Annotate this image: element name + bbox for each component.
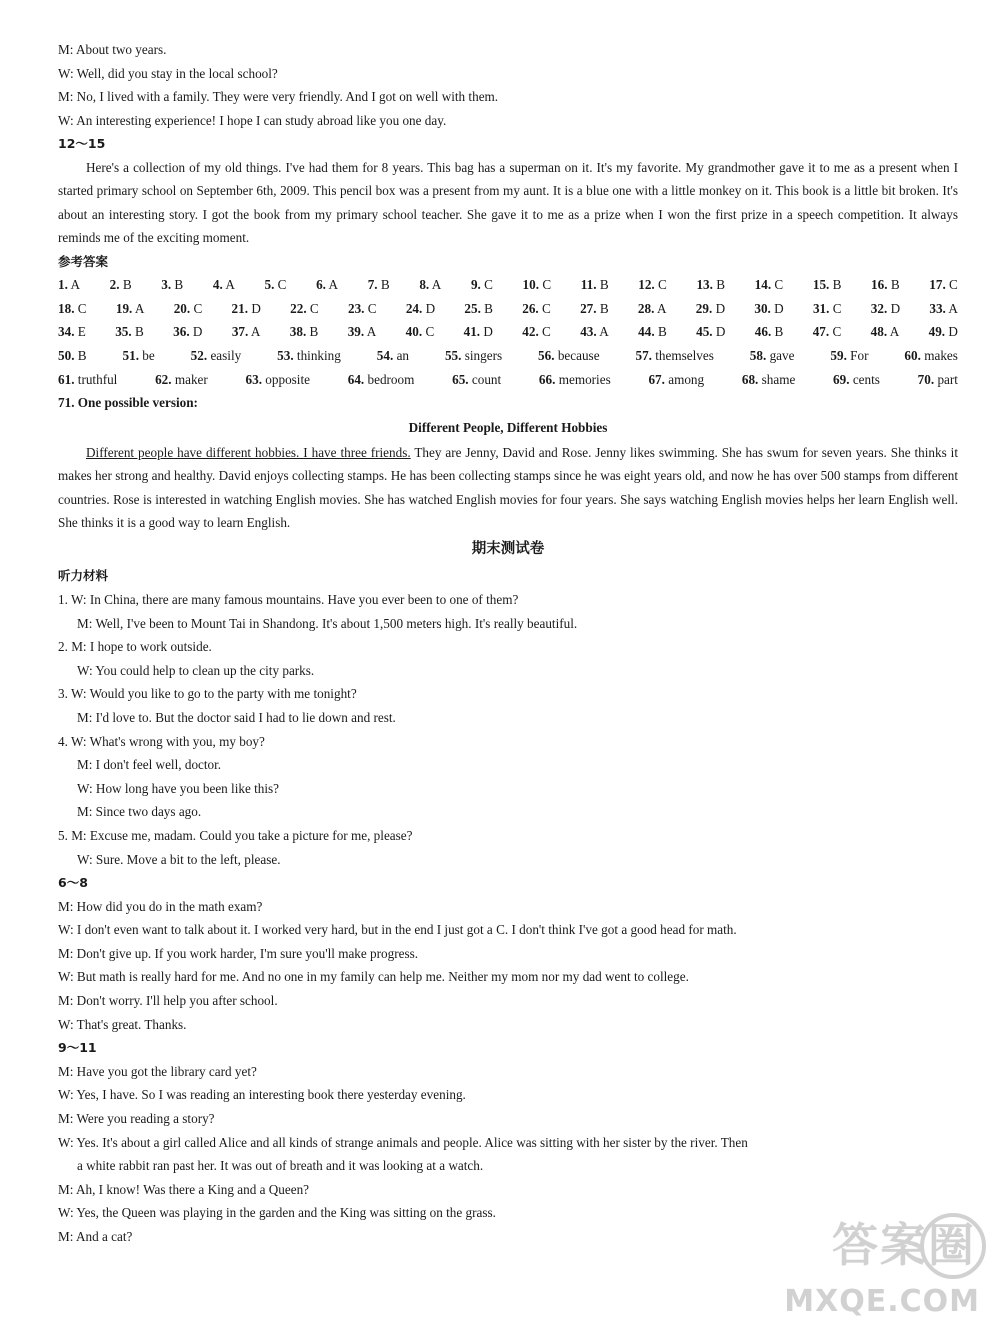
- answer-item: [191, 344, 242, 368]
- answer-value: B: [380, 277, 390, 293]
- answer-grid: [58, 273, 958, 391]
- dialog-line: M: About two years.: [58, 42, 167, 57]
- answer-value: makes: [924, 347, 958, 363]
- answer-value: E: [77, 324, 86, 340]
- answer-value: B: [657, 324, 667, 340]
- answer-number: 67.: [648, 371, 665, 387]
- watermark-logo: [736, 1209, 986, 1319]
- answer-item: [174, 297, 203, 321]
- answer-value: C: [542, 324, 551, 340]
- answer-value: C: [425, 324, 435, 340]
- answer-item: [419, 273, 441, 297]
- answer-item: [696, 273, 725, 297]
- dialog-line: W: Well, did you stay in the local school?: [58, 65, 278, 81]
- answer-item: [58, 320, 86, 344]
- answer-item: [290, 320, 319, 344]
- answer-item: [813, 273, 842, 297]
- answer-value: shame: [761, 371, 796, 387]
- answer-number: 35.: [115, 324, 132, 340]
- answer-number: 26.: [522, 300, 539, 316]
- q5-line: W: Sure. Move a bit to the left, please.: [77, 851, 281, 867]
- answer-number: 57.: [635, 347, 652, 363]
- answer-value: C: [542, 300, 551, 316]
- answer-value: B: [309, 324, 319, 340]
- answer-number: 16.: [871, 277, 888, 293]
- answer-value: C: [658, 277, 667, 293]
- answer-number: 61.: [58, 371, 75, 387]
- answer-number: 56.: [538, 347, 555, 363]
- answer-value: A: [656, 300, 667, 316]
- answer-item: [522, 320, 551, 344]
- answer-item: [696, 320, 725, 344]
- answer-value: singers: [464, 347, 503, 363]
- answer-value: easily: [210, 347, 242, 363]
- answer-number: 66.: [538, 371, 556, 387]
- answer-number: 29.: [695, 300, 713, 316]
- answer-number: 15.: [812, 277, 830, 293]
- answer-value: B: [599, 300, 609, 316]
- answer-number: 25.: [464, 300, 481, 316]
- answer-number: 24.: [405, 300, 423, 316]
- dialog-line: M: And a cat?: [58, 1229, 133, 1244]
- answer-number: 49.: [928, 324, 946, 340]
- dialog-line: M: Have you got the library card yet?: [58, 1063, 257, 1079]
- answer-number: 21.: [231, 300, 249, 316]
- answer-number: 37.: [231, 324, 249, 340]
- answer-item: [648, 368, 704, 392]
- answer-item: [406, 320, 435, 344]
- q4-line: W: How long have you been like this?: [77, 780, 280, 796]
- answer-number: 65.: [452, 371, 469, 387]
- q1-line: M: Well, I've been to Mount Tai in Shandong. It's about 1,500 meters high. It's really beautiful.: [77, 615, 578, 631]
- answer-value: truthful: [77, 371, 118, 387]
- dialog-line: M: How did you do in the math exam?: [58, 898, 263, 914]
- answer-value: B: [77, 347, 87, 363]
- answer-item: [232, 297, 261, 321]
- answer-value: opposite: [265, 371, 310, 387]
- answer-number: 52.: [190, 347, 208, 363]
- answer-number: 7.: [367, 277, 378, 293]
- answer-value: B: [774, 324, 784, 340]
- answer-item: [871, 297, 900, 321]
- answer-item: [246, 368, 310, 392]
- answer-value: among: [668, 371, 705, 387]
- q71-label: 71. One possible version:: [58, 395, 198, 411]
- answer-item: [464, 320, 493, 344]
- answer-item: [348, 297, 377, 321]
- answer-number: 2.: [109, 277, 120, 293]
- answer-item: [58, 273, 80, 297]
- answer-item: [871, 273, 900, 297]
- answer-item: [750, 344, 795, 368]
- answers-header: 参考答案: [58, 253, 109, 269]
- answer-item: [580, 297, 609, 321]
- answer-number: 17.: [929, 277, 946, 293]
- answer-item: [830, 344, 868, 368]
- q5-line: 5. M: Excuse me, madam. Could you take a picture for me, please?: [58, 827, 413, 843]
- answer-value: B: [599, 277, 609, 293]
- answer-number: 9.: [470, 277, 481, 293]
- answer-value: D: [948, 324, 958, 340]
- answer-item: [264, 273, 286, 297]
- q3-line: M: I'd love to. But the doctor said I had to lie down and rest.: [77, 709, 396, 725]
- q4-line: 4. W: What's wrong with you, my boy?: [58, 733, 265, 749]
- answer-value: C: [193, 300, 203, 316]
- answer-item: [523, 273, 552, 297]
- answer-row: [58, 344, 958, 368]
- answer-value: D: [425, 300, 436, 316]
- answer-value: gave: [769, 347, 795, 363]
- answer-item: [635, 344, 713, 368]
- answer-value: maker: [174, 371, 208, 387]
- answer-item: [316, 273, 338, 297]
- answer-number: 1.: [58, 277, 68, 293]
- answer-row: [58, 368, 958, 392]
- answer-value: B: [716, 277, 726, 293]
- answer-value: themselves: [655, 347, 714, 363]
- answer-value: C: [832, 324, 842, 340]
- answer-item: [813, 297, 842, 321]
- answer-value: A: [328, 277, 339, 293]
- answer-item: [813, 320, 842, 344]
- dialog-line: W: Yes. It's about a girl called Alice and all kinds of strange animals and people. Alice was sitting with her sister by the river. Then: [58, 1134, 748, 1150]
- answer-item: [290, 297, 319, 321]
- dialog-line: M: Were you reading a story?: [58, 1111, 215, 1127]
- answer-item: [638, 273, 667, 297]
- answer-number: 42.: [522, 324, 539, 340]
- dialog-line: W: An interesting experience! I hope I can study abroad like you one day.: [58, 112, 447, 128]
- answer-item: [833, 368, 880, 392]
- answer-item: [58, 344, 87, 368]
- answer-item: [742, 368, 795, 392]
- answer-number: 54.: [376, 347, 394, 363]
- answer-value: an: [396, 347, 410, 363]
- answer-number: 20.: [173, 300, 191, 316]
- answer-item: [58, 368, 117, 392]
- answer-value: A: [70, 277, 80, 293]
- dialog-line: M: Don't worry. I'll help you after school.: [58, 993, 278, 1009]
- answer-item: [348, 368, 415, 392]
- dialog-line: W: Yes, I have. So I was reading an interesting book there yesterday evening.: [58, 1087, 466, 1103]
- dialog-line: M: Don't give up. If you work harder, I'm sure you'll make progress.: [58, 945, 419, 961]
- answer-value: B: [832, 277, 842, 293]
- answer-item: [918, 368, 958, 392]
- answer-number: 45.: [696, 324, 713, 340]
- answer-value: A: [366, 324, 377, 340]
- answer-value: A: [225, 277, 235, 293]
- answer-number: 19.: [115, 300, 133, 316]
- essay-text: They are Jenny, David and Rose. Jenny likes swimming. She has swum for seven years. She thinks it makes her strong and healthy. David enjoys collecting stamps. He has been collecting stamps since he was eight years old, and now he has over 500 stamps from different countries. Rose is interested in watching English movies. She has watched English movies for four years. She says watching English movies helps her learn English well. She thinks it is a good way to learn English.: [58, 444, 958, 530]
- answer-row: [58, 273, 958, 297]
- answer-number: 48.: [870, 324, 888, 340]
- answer-value: D: [774, 300, 784, 316]
- answer-number: 27.: [580, 300, 597, 316]
- answer-item: [173, 320, 202, 344]
- answer-number: 44.: [638, 324, 655, 340]
- answer-number: 10.: [522, 277, 540, 293]
- answer-item: [445, 344, 502, 368]
- answer-number: 39.: [347, 324, 365, 340]
- answer-number: 41.: [463, 324, 481, 340]
- q3-line: 3. W: Would you like to go to the party with me tonight?: [58, 686, 357, 702]
- answer-number: 59.: [830, 347, 847, 363]
- answer-number: 69.: [833, 371, 850, 387]
- answer-row: [58, 320, 958, 344]
- answer-value: thinking: [296, 347, 341, 363]
- answer-number: 12.: [638, 277, 655, 293]
- answer-value: B: [134, 324, 144, 340]
- answer-number: 6.: [316, 277, 326, 293]
- answer-item: [755, 273, 784, 297]
- answer-item: [871, 320, 900, 344]
- answer-item: [368, 273, 390, 297]
- q4-line: M: Since two days ago.: [77, 804, 202, 820]
- answer-number: 55.: [444, 347, 462, 363]
- answer-number: 30.: [754, 300, 771, 316]
- listening-header: 听力材料: [58, 568, 109, 584]
- answer-item: [232, 320, 261, 344]
- dialog-line: W: I don't even want to talk about it. I worked very hard, but in the end I just got a C. I don't think I've got a good head for math.: [58, 922, 737, 938]
- answer-number: 31.: [812, 300, 830, 316]
- answer-item: [377, 344, 409, 368]
- answer-number: 43.: [580, 324, 597, 340]
- watermark-bottom-text: MXQE.COM: [784, 1284, 980, 1319]
- section-header-9-11: 9～11: [58, 1040, 97, 1056]
- answer-value: D: [483, 324, 493, 340]
- answer-number: 28.: [637, 300, 655, 316]
- answer-number: 4.: [212, 277, 223, 293]
- answer-item: [696, 297, 725, 321]
- answer-number: 36.: [173, 324, 190, 340]
- answer-value: C: [309, 300, 319, 316]
- answer-item: [110, 273, 132, 297]
- answer-item: [464, 297, 493, 321]
- answer-value: A: [889, 324, 900, 340]
- answer-number: 3.: [161, 277, 172, 293]
- q2-line: W: You could help to clean up the city parks.: [77, 662, 315, 678]
- section-header-12-15: 12～15: [58, 136, 106, 152]
- answer-value: For: [850, 347, 869, 363]
- q4-line: M: I don't feel well, doctor.: [77, 757, 222, 773]
- dialog-line: W: Yes, the Queen was playing in the garden and the King was sitting on the grass.: [58, 1205, 496, 1221]
- answer-value: C: [77, 300, 87, 316]
- answer-number: 32.: [870, 300, 888, 316]
- dialog-line: M: Ah, I know! Was there a King and a Queen?: [58, 1181, 310, 1197]
- answer-number: 63.: [245, 371, 262, 387]
- answer-item: [471, 273, 493, 297]
- answer-item: [539, 368, 611, 392]
- q2-line: 2. M: I hope to work outside.: [58, 639, 212, 655]
- answer-number: 5.: [264, 277, 275, 293]
- answer-value: be: [142, 347, 155, 363]
- dialog-line: a white rabbit ran past her. It was out of breath and it was looking at a watch.: [77, 1158, 484, 1174]
- answer-value: D: [192, 324, 203, 340]
- answer-value: C: [949, 277, 958, 293]
- document-page: [58, 38, 958, 1249]
- answer-item: [638, 320, 667, 344]
- answer-value: B: [484, 300, 493, 316]
- answer-number: 23.: [347, 300, 365, 316]
- essay-title: Different People, Different Hobbies: [408, 419, 608, 435]
- answer-number: 53.: [277, 347, 294, 363]
- answer-item: [522, 297, 551, 321]
- answer-value: D: [715, 300, 726, 316]
- answer-number: 60.: [904, 347, 921, 363]
- answer-item: [538, 344, 600, 368]
- passage-12-15: Here's a collection of my old things. I've had them for 8 years. This bag has a superman on it. It's my favorite. My grandmother gave it to me as a present when I started primary school on September 6th, 2009. This pencil box was a present from my aunt. It is a blue one with a little monkey on it. This book is a little bit broken. It's about an interesting story. I got the book from my primary school teacher. She gave it to me as a prize when I won the first prize in a speech competition. It always reminds me of the exciting moment.: [58, 159, 958, 246]
- answer-item: [116, 297, 145, 321]
- answer-value: A: [431, 277, 442, 293]
- answer-value: memories: [558, 371, 611, 387]
- answer-number: 18.: [58, 300, 75, 316]
- answer-number: 14.: [754, 277, 772, 293]
- answer-value: C: [774, 277, 784, 293]
- essay-topic-sentence: Different people have different hobbies. I have three friends.: [86, 444, 411, 460]
- answer-value: C: [484, 277, 493, 293]
- answer-number: 68.: [741, 371, 759, 387]
- answer-number: 40.: [405, 324, 423, 340]
- answer-item: [123, 344, 155, 368]
- answer-value: C: [832, 300, 842, 316]
- q1-line: 1. W: In China, there are many famous mountains. Have you ever been to one of them?: [58, 591, 519, 607]
- answer-value: D: [890, 300, 901, 316]
- answer-number: 50.: [58, 347, 75, 363]
- final-exam-title: 期末测试卷: [471, 541, 545, 558]
- answer-item: [161, 273, 183, 297]
- answer-number: 51.: [122, 347, 139, 363]
- answer-number: 38.: [289, 324, 307, 340]
- answer-item: [58, 297, 87, 321]
- answer-value: C: [277, 277, 287, 293]
- answer-item: [904, 344, 957, 368]
- answer-item: [580, 320, 609, 344]
- answer-item: [638, 297, 667, 321]
- answer-number: 46.: [754, 324, 772, 340]
- answer-value: cents: [852, 371, 880, 387]
- answer-number: 62.: [155, 371, 172, 387]
- answer-value: D: [251, 300, 261, 316]
- answer-value: A: [599, 324, 609, 340]
- answer-row: [58, 297, 958, 321]
- answer-value: A: [134, 300, 145, 316]
- answer-number: 64.: [347, 371, 365, 387]
- answer-value: D: [715, 324, 726, 340]
- answer-item: [929, 297, 958, 321]
- answer-number: 33.: [929, 300, 946, 316]
- answer-value: bedroom: [367, 371, 415, 387]
- answer-value: C: [367, 300, 377, 316]
- answer-number: 34.: [58, 324, 75, 340]
- answer-item: [452, 368, 501, 392]
- dialog-line: W: But math is really hard for me. And no one in my family can help me. Neither my mom nor my dad went to college.: [58, 969, 689, 985]
- answer-value: B: [122, 277, 132, 293]
- answer-value: C: [542, 277, 552, 293]
- answer-item: [754, 297, 783, 321]
- answer-item: [581, 273, 609, 297]
- answer-item: [213, 273, 235, 297]
- answer-number: 8.: [419, 277, 430, 293]
- answer-number: 13.: [696, 277, 713, 293]
- answer-value: A: [948, 300, 958, 316]
- answer-item: [115, 320, 144, 344]
- answer-item: [155, 368, 208, 392]
- dialog-line: M: No, I lived with a family. They were very friendly. And I got on well with them.: [58, 89, 499, 105]
- answer-item: [929, 273, 958, 297]
- answer-value: B: [174, 277, 184, 293]
- answer-item: [406, 297, 435, 321]
- answer-value: part: [937, 371, 958, 387]
- answer-item: [755, 320, 784, 344]
- answer-number: 70.: [917, 371, 935, 387]
- answer-item: [929, 320, 958, 344]
- answer-number: 47.: [812, 324, 830, 340]
- answer-number: 58.: [749, 347, 767, 363]
- answer-value: A: [250, 324, 261, 340]
- answer-item: [277, 344, 341, 368]
- answer-number: 22.: [290, 300, 307, 316]
- answer-value: because: [557, 347, 600, 363]
- dialog-line: W: That's great. Thanks.: [58, 1016, 187, 1032]
- watermark-top-text: 答案圈: [832, 1218, 976, 1272]
- answer-value: count: [471, 371, 502, 387]
- answer-item: [348, 320, 377, 344]
- essay-body: [58, 441, 958, 535]
- section-header-6-8: 6～8: [58, 875, 88, 891]
- answer-number: 11.: [580, 277, 597, 293]
- answer-value: B: [890, 277, 900, 293]
